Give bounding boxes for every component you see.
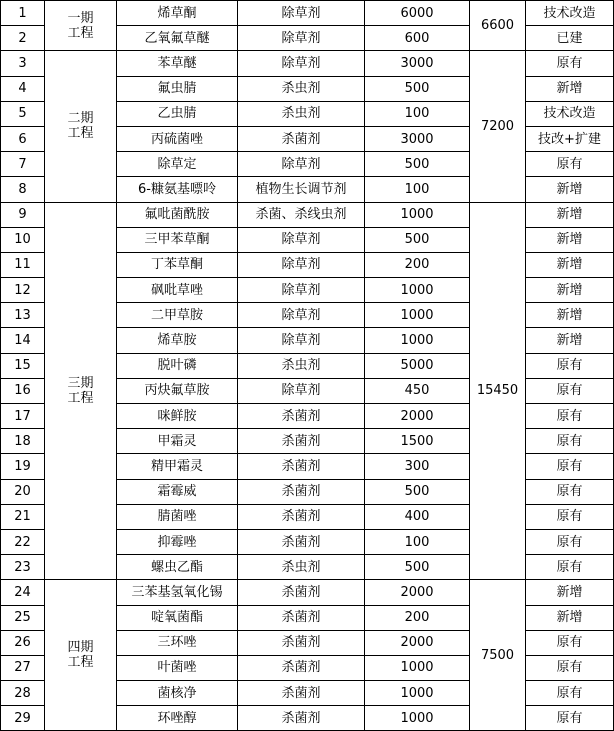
product-name: 氟吡菌酰胺 [117, 202, 238, 227]
product-capacity: 600 [365, 26, 470, 51]
phase-name-line1: 一期 [67, 10, 94, 26]
product-capacity: 2000 [365, 630, 470, 655]
project-status: 原有 [526, 504, 614, 529]
row-number: 23 [1, 555, 45, 580]
product-name: 脱叶磷 [117, 353, 238, 378]
product-category: 除草剂 [238, 26, 365, 51]
table-row [1, 202, 614, 227]
phase-name [45, 202, 117, 580]
product-name: 烯草酮 [117, 1, 238, 26]
product-name: 丁苯草酮 [117, 252, 238, 277]
phase-name-line1: 四期 [67, 640, 94, 656]
row-number: 24 [1, 580, 45, 605]
project-status: 技术改造 [526, 101, 614, 126]
product-capacity: 400 [365, 504, 470, 529]
product-category: 杀菌剂 [238, 404, 365, 429]
product-capacity: 3000 [365, 51, 470, 76]
product-name: 啶氧菌酯 [117, 605, 238, 630]
project-status: 已建 [526, 26, 614, 51]
project-status: 原有 [526, 630, 614, 655]
row-number: 22 [1, 529, 45, 554]
phase-name-line2: 工程 [67, 390, 94, 406]
phase-name-line1: 三期 [67, 375, 94, 391]
project-status: 技改+扩建 [526, 126, 614, 151]
product-name: 菌核净 [117, 681, 238, 706]
row-number: 10 [1, 227, 45, 252]
row-number: 12 [1, 278, 45, 303]
project-status: 新增 [526, 227, 614, 252]
product-name: 三甲苯草酮 [117, 227, 238, 252]
row-number: 16 [1, 378, 45, 403]
table-row [1, 1, 614, 26]
product-capacity: 100 [365, 529, 470, 554]
product-capacity: 1000 [365, 303, 470, 328]
product-name: 叶菌唑 [117, 655, 238, 680]
row-number: 13 [1, 303, 45, 328]
product-name: 三苯基氢氧化锡 [117, 580, 238, 605]
phase-name [45, 51, 117, 202]
product-category: 除草剂 [238, 51, 365, 76]
project-status: 原有 [526, 353, 614, 378]
product-category: 除草剂 [238, 227, 365, 252]
product-category: 杀菌剂 [238, 580, 365, 605]
product-capacity: 1000 [365, 706, 470, 731]
product-name: 腈菌唑 [117, 504, 238, 529]
product-capacity: 500 [365, 555, 470, 580]
product-name: 氟虫腈 [117, 76, 238, 101]
product-capacity: 6000 [365, 1, 470, 26]
product-capacity: 1000 [365, 328, 470, 353]
product-category: 杀菌剂 [238, 630, 365, 655]
product-name: 抑霉唑 [117, 529, 238, 554]
product-category: 杀虫剂 [238, 101, 365, 126]
product-category: 杀菌剂 [238, 479, 365, 504]
product-name: 烯草胺 [117, 328, 238, 353]
product-category: 除草剂 [238, 252, 365, 277]
product-capacity: 500 [365, 227, 470, 252]
project-status: 新增 [526, 328, 614, 353]
table-row [1, 580, 614, 605]
product-name: 丙硫菌唑 [117, 126, 238, 151]
product-name: 6-糠氨基嘌呤 [117, 177, 238, 202]
product-name: 甲霜灵 [117, 429, 238, 454]
product-capacity: 2000 [365, 580, 470, 605]
project-status: 技术改造 [526, 1, 614, 26]
product-name: 精甲霜灵 [117, 454, 238, 479]
product-category: 杀虫剂 [238, 555, 365, 580]
row-number: 29 [1, 706, 45, 731]
product-category: 杀菌、杀线虫剂 [238, 202, 365, 227]
row-number: 9 [1, 202, 45, 227]
row-number: 5 [1, 101, 45, 126]
product-capacity: 450 [365, 378, 470, 403]
row-number: 6 [1, 126, 45, 151]
project-status: 新增 [526, 177, 614, 202]
product-category: 杀菌剂 [238, 655, 365, 680]
row-number: 17 [1, 404, 45, 429]
product-category: 杀菌剂 [238, 504, 365, 529]
row-number: 25 [1, 605, 45, 630]
project-status: 新增 [526, 605, 614, 630]
row-number: 19 [1, 454, 45, 479]
row-number: 18 [1, 429, 45, 454]
product-category: 除草剂 [238, 328, 365, 353]
row-number: 1 [1, 1, 45, 26]
product-capacity: 3000 [365, 126, 470, 151]
row-number: 20 [1, 479, 45, 504]
product-capacity: 200 [365, 605, 470, 630]
product-name: 乙氧氟草醚 [117, 26, 238, 51]
product-name: 除草定 [117, 152, 238, 177]
product-category: 杀虫剂 [238, 76, 365, 101]
project-status: 原有 [526, 51, 614, 76]
product-capacity: 200 [365, 252, 470, 277]
project-status: 原有 [526, 429, 614, 454]
project-status: 原有 [526, 655, 614, 680]
product-name: 三环唑 [117, 630, 238, 655]
product-category: 杀菌剂 [238, 681, 365, 706]
table-row [1, 51, 614, 76]
project-status: 新增 [526, 202, 614, 227]
product-capacity: 1000 [365, 202, 470, 227]
project-status: 原有 [526, 152, 614, 177]
project-status: 原有 [526, 555, 614, 580]
phase-total-capacity: 15450 [470, 202, 526, 580]
project-status: 新增 [526, 252, 614, 277]
table-body [1, 1, 614, 731]
project-status: 原有 [526, 681, 614, 706]
row-number: 27 [1, 655, 45, 680]
product-name: 环唑醇 [117, 706, 238, 731]
product-name: 霜霉威 [117, 479, 238, 504]
phase-name-line2: 工程 [67, 25, 94, 41]
phase-total-capacity: 7200 [470, 51, 526, 202]
row-number: 21 [1, 504, 45, 529]
product-category: 除草剂 [238, 1, 365, 26]
product-category: 除草剂 [238, 152, 365, 177]
product-category: 杀虫剂 [238, 353, 365, 378]
row-number: 3 [1, 51, 45, 76]
phase-name [45, 580, 117, 731]
product-category: 植物生长调节剂 [238, 177, 365, 202]
product-category: 除草剂 [238, 378, 365, 403]
row-number: 4 [1, 76, 45, 101]
project-status: 新增 [526, 303, 614, 328]
project-status: 原有 [526, 706, 614, 731]
product-category: 杀菌剂 [238, 605, 365, 630]
row-number: 7 [1, 152, 45, 177]
product-capacity: 1000 [365, 278, 470, 303]
phase-name-line1: 二期 [67, 111, 94, 127]
row-number: 8 [1, 177, 45, 202]
project-status: 新增 [526, 580, 614, 605]
phase-name-line2: 工程 [67, 126, 94, 142]
project-status: 新增 [526, 76, 614, 101]
product-capacity: 500 [365, 76, 470, 101]
product-capacity: 5000 [365, 353, 470, 378]
product-name: 砜吡草唑 [117, 278, 238, 303]
project-status: 原有 [526, 479, 614, 504]
product-category: 杀菌剂 [238, 454, 365, 479]
product-name: 丙炔氟草胺 [117, 378, 238, 403]
product-capacity: 100 [365, 177, 470, 202]
phase-total-capacity: 7500 [470, 580, 526, 731]
product-capacity: 100 [365, 101, 470, 126]
project-status: 原有 [526, 378, 614, 403]
row-number: 28 [1, 681, 45, 706]
product-capacity: 300 [365, 454, 470, 479]
phase-name [45, 1, 117, 51]
phase-total-capacity: 6600 [470, 1, 526, 51]
product-name: 乙虫腈 [117, 101, 238, 126]
product-category: 杀菌剂 [238, 429, 365, 454]
row-number: 15 [1, 353, 45, 378]
row-number: 2 [1, 26, 45, 51]
product-name: 苯草醚 [117, 51, 238, 76]
product-category: 除草剂 [238, 303, 365, 328]
product-capacity: 500 [365, 479, 470, 504]
product-category: 杀菌剂 [238, 126, 365, 151]
project-status: 原有 [526, 529, 614, 554]
row-number: 14 [1, 328, 45, 353]
project-status: 原有 [526, 454, 614, 479]
row-number: 26 [1, 630, 45, 655]
product-capacity: 500 [365, 152, 470, 177]
row-number: 11 [1, 252, 45, 277]
product-capacity: 1500 [365, 429, 470, 454]
product-capacity: 2000 [365, 404, 470, 429]
product-category: 杀菌剂 [238, 706, 365, 731]
product-category: 除草剂 [238, 278, 365, 303]
product-name: 二甲草胺 [117, 303, 238, 328]
product-name: 咪鲜胺 [117, 404, 238, 429]
product-category: 杀菌剂 [238, 529, 365, 554]
project-status: 原有 [526, 404, 614, 429]
product-capacity: 1000 [365, 681, 470, 706]
product-name: 螺虫乙酯 [117, 555, 238, 580]
phase-name-line2: 工程 [67, 655, 94, 671]
product-capacity: 1000 [365, 655, 470, 680]
project-status: 新增 [526, 278, 614, 303]
